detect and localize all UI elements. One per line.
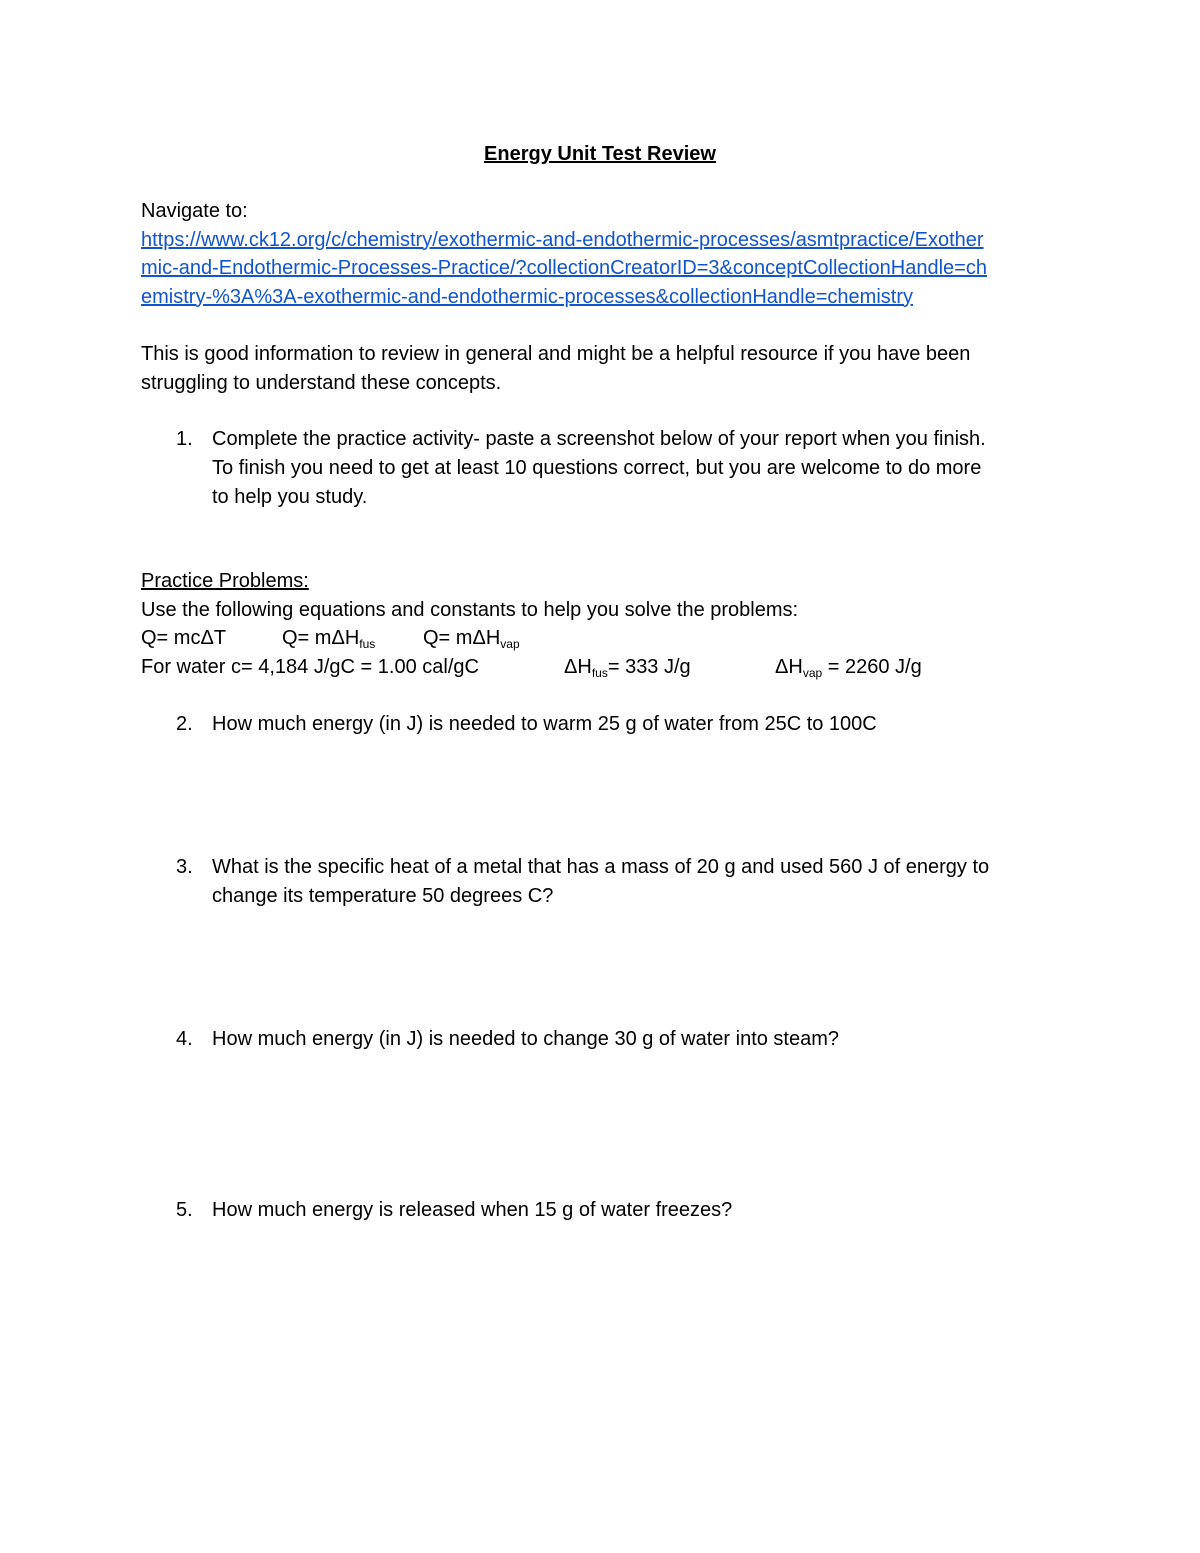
list-item-line: To finish you need to get at least 10 questions correct, but you are welcome to do more [212,457,982,479]
constants-row [141,653,1061,682]
question-number: 5. [176,1199,193,1221]
question-number: 3. [176,856,193,878]
navigate-label: Navigate to: [141,200,248,222]
question-text: change its temperature 50 degrees C? [212,885,554,907]
navigate-section [141,197,1061,311]
list-item-number: 1. [176,428,193,450]
practice-heading: Practice Problems: [141,570,309,592]
question-text: How much energy (in J) is needed to change 30 g of water into steam? [212,1028,840,1050]
intro-paragraph [141,340,1061,397]
intro-line-2: struggling to understand these concepts. [141,371,502,394]
list-item-line: to help you study. [212,486,368,508]
question-text: How much energy is released when 15 g of water freezes? [212,1199,733,1221]
question-text: How much energy (in J) is needed to warm 25 g of water from 25C to 100C [212,713,877,735]
constant-heat-of-vaporization: $\Delta H_{vap} = 2260$ J/g [775,655,922,680]
question-number: 2. [176,713,193,735]
constant-water-specific-heat: For water c= 4,184 J/gC = 1.00 cal/gC [141,655,479,678]
equations-row [141,624,1061,653]
equation-fusion: Q= mΔH$_{fus}$ [282,627,376,651]
document-title: Energy Unit Test Review [484,143,716,165]
practice-instructions: Use the following equations and constants to help you solve the problems: [141,598,799,621]
ck12-link-line-2[interactable]: mic-and-Endothermic-Processes-Practice/?collectionCreatorID=3&conceptCollectionHandle=ch [141,257,987,279]
equation-specific-heat: Q= mcΔT [141,627,227,649]
question-number: 4. [176,1028,193,1050]
list-item-line: Complete the practice activity- paste a screenshot below of your report when you finish. [212,428,986,450]
ck12-link-line-3[interactable]: emistry-%3A%3A-exothermic-and-endothermic-processes&collectionHandle=chemistry [141,285,913,308]
equation-vaporization: Q= mΔH$_{vap}$ [423,627,520,651]
question-text: What is the specific heat of a metal that has a mass of 20 g and used 560 J of energy to [212,856,990,878]
constant-heat-of-fusion: $\Delta H_{fus}= 333$ J/g [564,655,691,680]
ck12-link-line-1[interactable]: https://www.ck12.org/c/chemistry/exothermic-and-endothermic-processes/asmtpractice/Exother [141,228,984,251]
intro-line-1: This is good information to review in general and might be a helpful resource if you have been [141,343,971,365]
practice-section [141,567,1061,681]
